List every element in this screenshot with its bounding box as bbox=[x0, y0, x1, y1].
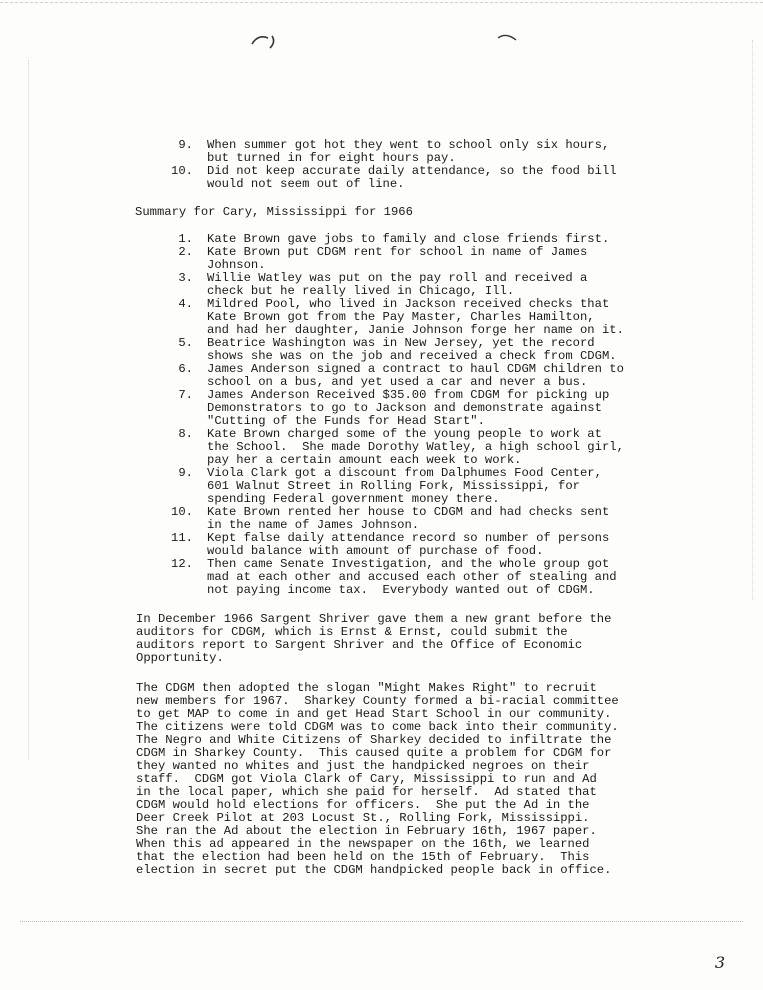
paragraph-line: CDGM in Sharkey County. This caused quite a problem for CDGM for bbox=[136, 746, 612, 760]
summary-list bbox=[163, 233, 663, 597]
paragraph-line: Deer Creek Pilot at 203 Locust St., Rolling Fork, Mississippi. bbox=[136, 811, 590, 825]
list-item-line: mad at each other and accused each other of stealing and bbox=[207, 570, 617, 584]
list-item-line: not paying income tax. Everybody wanted out of CDGM. bbox=[207, 583, 595, 597]
list-item bbox=[163, 506, 663, 532]
list-item-line: would not seem out of line. bbox=[207, 177, 405, 191]
list-item-line: Then came Senate Investigation, and the whole group got bbox=[207, 557, 610, 571]
paragraph-line: staff. CDGM got Viola Clark of Cary, Mississippi to run and Ad bbox=[136, 772, 597, 786]
list-item-line: James Anderson Received $35.00 from CDGM for picking up bbox=[207, 388, 610, 402]
scan-margin-noise-right bbox=[742, 40, 753, 600]
list-item-number: 11. bbox=[171, 531, 193, 545]
paragraph-line: CDGM would hold elections for officers. She put the Ad in the bbox=[136, 798, 590, 812]
list-item-number: 9. bbox=[178, 466, 193, 480]
list-item-number: 5. bbox=[178, 336, 193, 350]
continued-list bbox=[163, 139, 663, 191]
list-item-number: 10. bbox=[171, 505, 193, 519]
paragraph-line: The Negro and White Citizens of Sharkey decided to infiltrate the bbox=[136, 733, 612, 747]
paragraph-line: in the local paper, which she paid for herself. Ad stated that bbox=[136, 785, 597, 799]
list-item-line: Kate Brown rented her house to CDGM and had checks sent bbox=[207, 505, 610, 519]
list-item-line: and had her daughter, Janie Johnson forge her name on it. bbox=[207, 323, 624, 337]
list-item-line: spending Federal government money there. bbox=[207, 492, 500, 506]
summary-heading: Summary for Cary, Mississippi for 1966 bbox=[135, 205, 413, 219]
list-item bbox=[163, 558, 663, 597]
list-item-number: 8. bbox=[178, 427, 193, 441]
list-item-line: Demonstrators to go to Jackson and demonstrate against bbox=[207, 401, 602, 415]
paragraph-line: new members for 1967. Sharkey County formed a bi-racial committee bbox=[136, 694, 619, 708]
paragraph-line: The citizens were told CDGM was to come back into their community. bbox=[136, 720, 619, 734]
list-item-number: 9. bbox=[178, 138, 193, 152]
paragraph-line: election in secret put the CDGM handpicked people back in office. bbox=[136, 863, 612, 877]
list-item-line: would balance with amount of purchase of food. bbox=[207, 544, 544, 558]
list-item-line: Kept false daily attendance record so number of persons bbox=[207, 531, 610, 545]
list-item-line: James Anderson signed a contract to haul CDGM children to bbox=[207, 362, 624, 376]
paragraph-december-1966 bbox=[136, 613, 666, 665]
list-item-line: "Cutting of the Funds for Head Start". bbox=[207, 414, 485, 428]
list-item-number: 2. bbox=[178, 245, 193, 259]
list-item-number: 12. bbox=[171, 557, 193, 571]
list-item bbox=[163, 298, 663, 337]
list-item-line: Mildred Pool, who lived in Jackson received checks that bbox=[207, 297, 610, 311]
paragraph-line: The CDGM then adopted the slogan "Might Makes Right" to recruit bbox=[136, 681, 597, 695]
paragraph-line: they wanted no whites and just the handpicked negroes on their bbox=[136, 759, 590, 773]
list-item-number: 4. bbox=[178, 297, 193, 311]
list-item bbox=[163, 532, 663, 558]
paragraph-line: to get MAP to come in and get Head Start School in our community. bbox=[136, 707, 612, 721]
list-item-line: Kate Brown put CDGM rent for school in name of James bbox=[207, 245, 588, 259]
paragraph-line: Opportunity. bbox=[136, 651, 224, 665]
list-item-line: Kate Brown got from the Pay Master, Charles Hamilton, bbox=[207, 310, 595, 324]
list-item-line: Beatrice Washington was in New Jersey, yet the record bbox=[207, 336, 595, 350]
list-item-line: 601 Walnut Street in Rolling Fork, Mississippi, for bbox=[207, 479, 580, 493]
paragraph-line: that the election had been held on the 15th of February. This bbox=[136, 850, 590, 864]
list-item-number: 7. bbox=[178, 388, 193, 402]
list-item-line: Kate Brown charged some of the young people to work at bbox=[207, 427, 602, 441]
scan-edge-line bbox=[0, 2, 763, 3]
paragraph-line: When this ad appeared in the newspaper on the 16th, we learned bbox=[136, 837, 590, 851]
list-item-line: check but he really lived in Chicago, Ill. bbox=[207, 284, 515, 298]
list-item-number: 10. bbox=[171, 164, 193, 178]
list-item-line: Johnson. bbox=[207, 258, 266, 272]
list-item bbox=[163, 165, 663, 191]
list-item bbox=[163, 246, 663, 272]
list-item bbox=[163, 363, 663, 389]
list-item-line: in the name of James Johnson. bbox=[207, 518, 420, 532]
list-item-line: Viola Clark got a discount from Dalphumes Food Center, bbox=[207, 466, 602, 480]
list-item-line: school on a bus, and yet used a car and never a bus. bbox=[207, 375, 588, 389]
list-item bbox=[163, 139, 663, 165]
list-item bbox=[163, 337, 663, 363]
list-item bbox=[163, 428, 663, 467]
list-item-number: 3. bbox=[178, 271, 193, 285]
list-item-line: Did not keep accurate daily attendance, so the food bill bbox=[207, 164, 617, 178]
list-item bbox=[163, 272, 663, 298]
hole-punch-marks bbox=[240, 30, 540, 50]
paragraph-might-makes-right bbox=[136, 682, 666, 877]
scan-artifact-line bbox=[20, 921, 743, 923]
list-item bbox=[163, 467, 663, 506]
paragraph-line: auditors for CDGM, which is Ernst & Ernst, could submit the bbox=[136, 625, 568, 639]
page-number: 3 bbox=[714, 953, 725, 972]
list-item-line: but turned in for eight hours pay. bbox=[207, 151, 456, 165]
list-item bbox=[163, 389, 663, 428]
paragraph-line: She ran the Ad about the election in February 16th, 1967 paper. bbox=[136, 824, 597, 838]
paragraph-line: auditors report to Sargent Shriver and the Office of Economic bbox=[136, 638, 583, 652]
paragraph-line: In December 1966 Sargent Shriver gave them a new grant before the bbox=[136, 612, 612, 626]
list-item-line: shows she was on the job and received a check from CDGM. bbox=[207, 349, 617, 363]
list-item-number: 1. bbox=[178, 232, 193, 246]
scan-margin-noise bbox=[28, 60, 49, 760]
list-item-number: 6. bbox=[178, 362, 193, 376]
list-item-line: Willie Watley was put on the pay roll and received a bbox=[207, 271, 588, 285]
list-item-line: Kate Brown gave jobs to family and close friends first. bbox=[207, 232, 610, 246]
list-item-line: When summer got hot they went to school only six hours, bbox=[207, 138, 610, 152]
list-item-line: the School. She made Dorothy Watley, a high school girl, bbox=[207, 440, 624, 454]
list-item-line: pay her a certain amount each week to work. bbox=[207, 453, 522, 467]
